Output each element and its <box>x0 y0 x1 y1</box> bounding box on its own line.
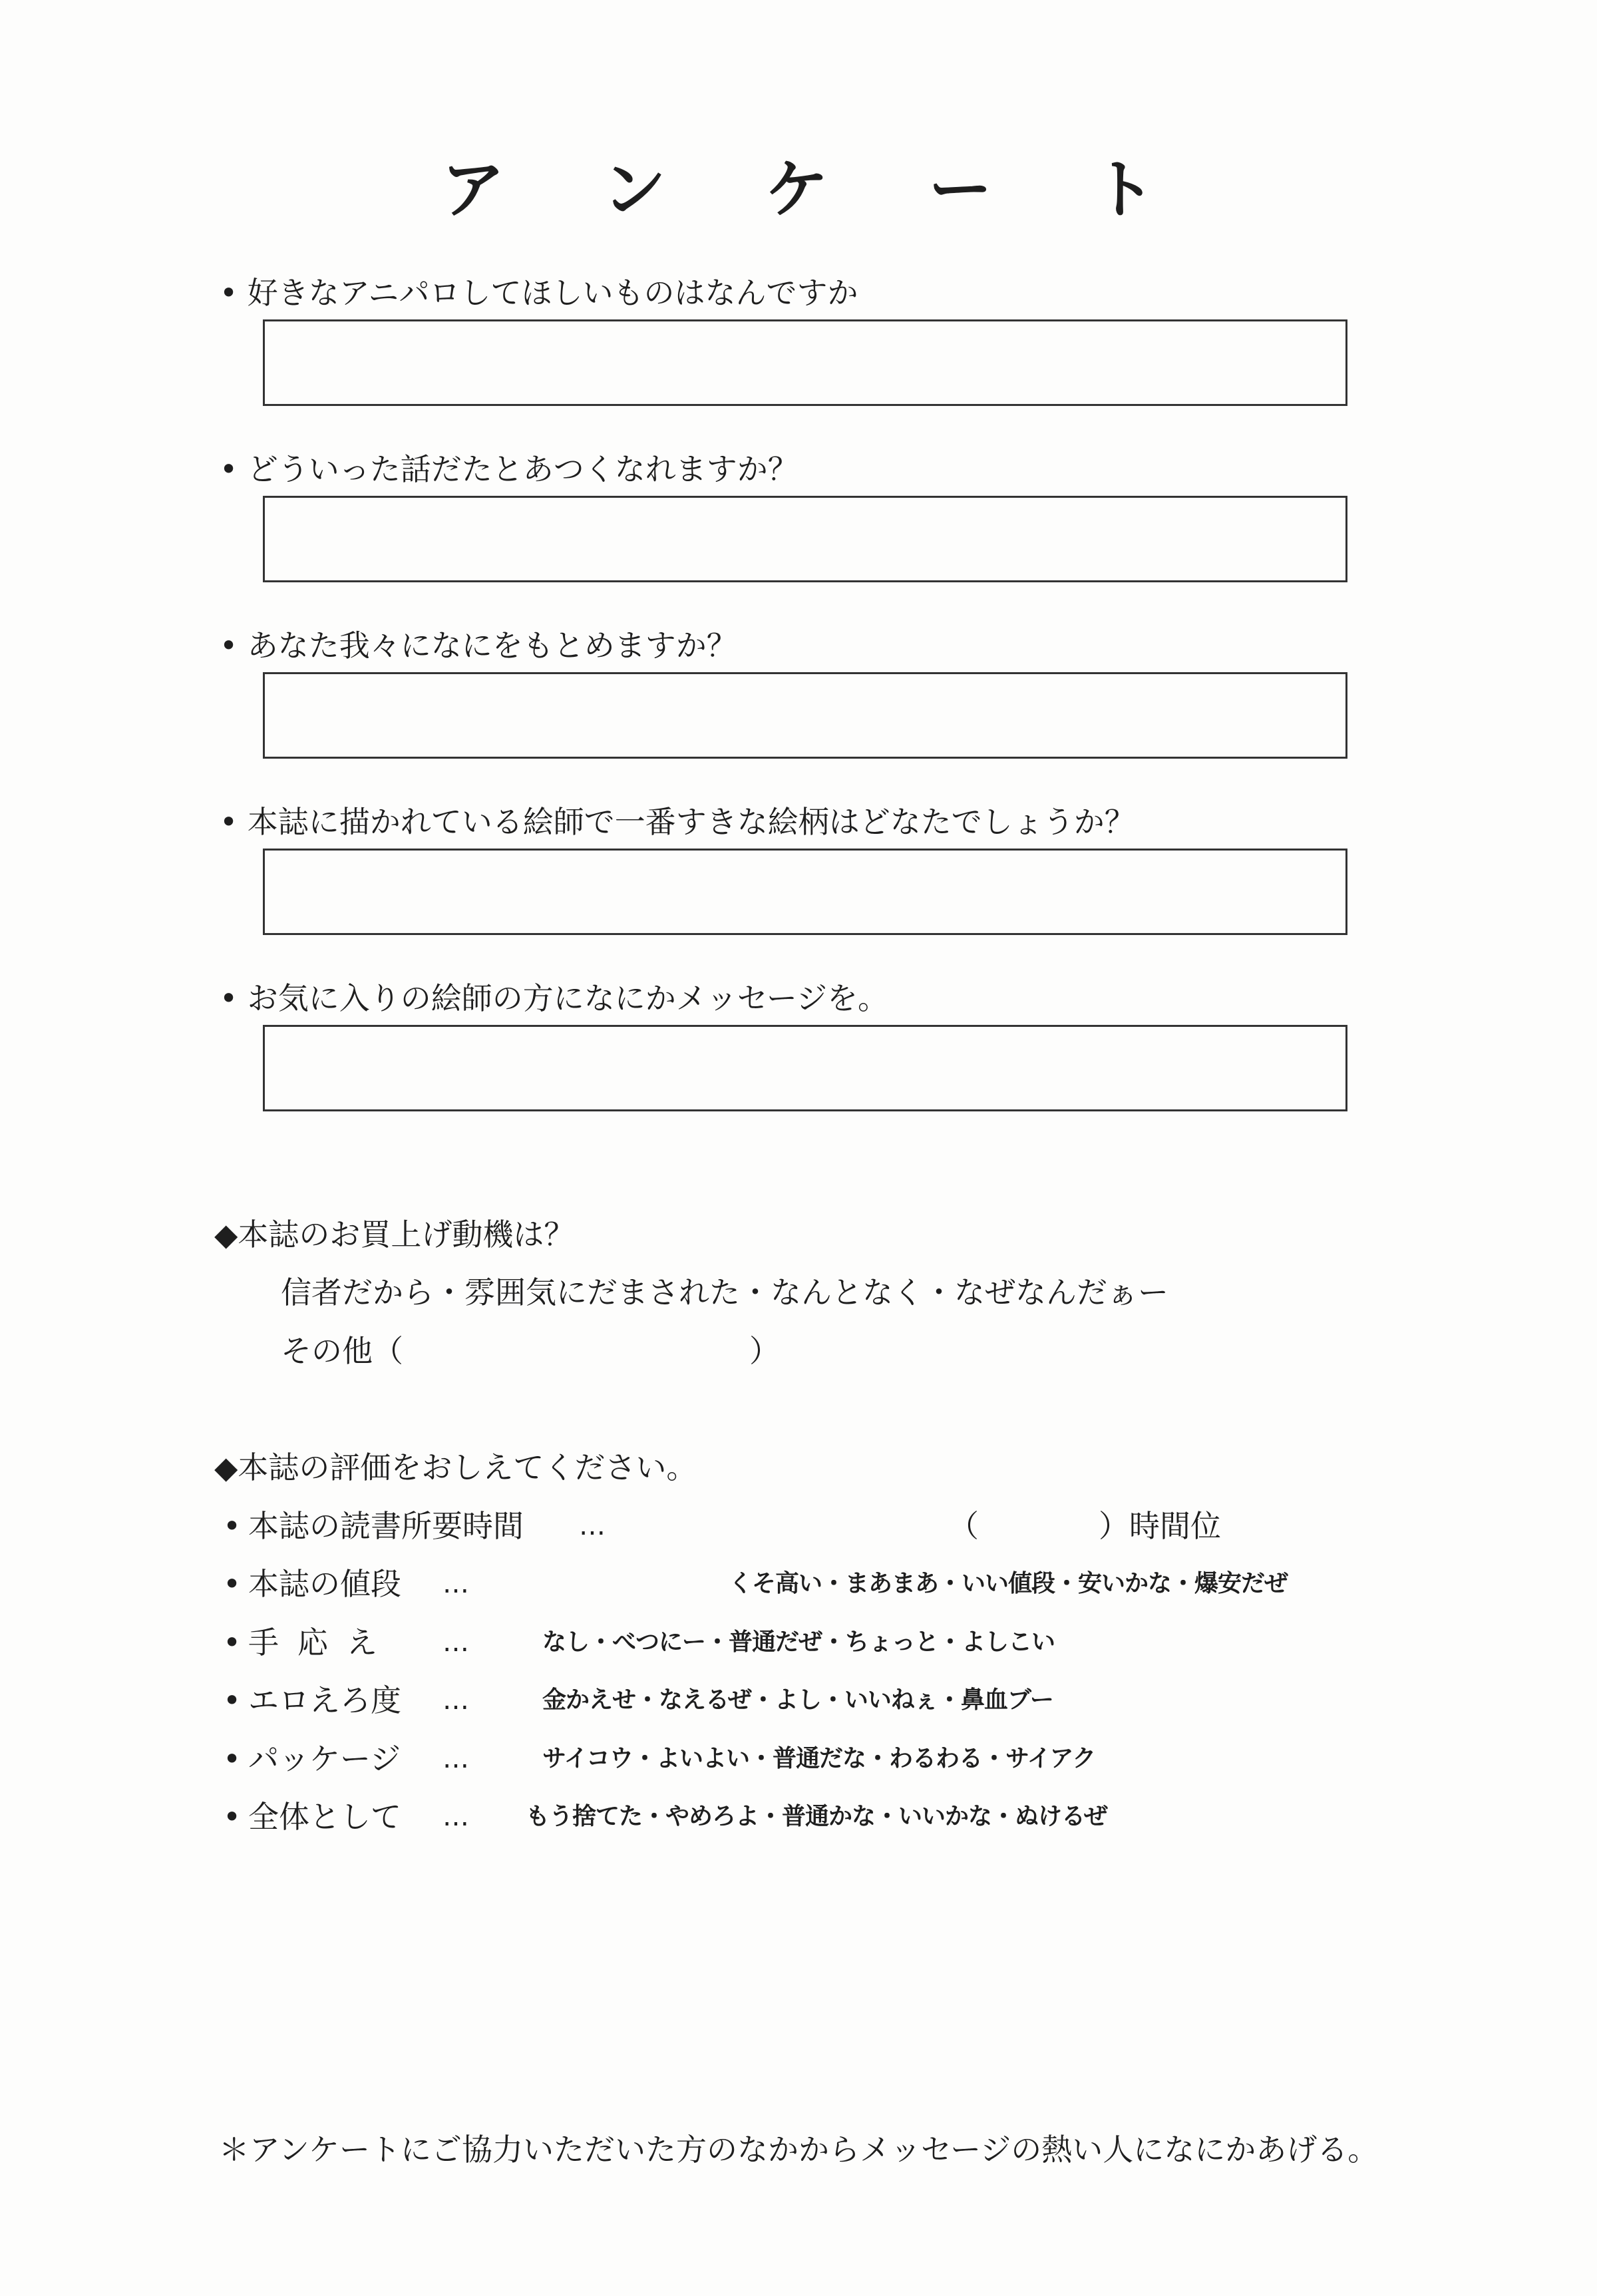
question-label: • どういった話だたとあつくなれますか？ <box>220 451 798 487</box>
eval-label: エロえろ度 <box>248 1682 401 1718</box>
motive-heading: ◆本誌のお買上げ動機は？ <box>214 1217 575 1252</box>
question-label: • 本誌に描かれている絵師で一番すきな絵柄はどなたでしょうか？ <box>220 804 1135 840</box>
eval-options[interactable]: サイコウ・よいよい・普通だな・わるわる・サイアク <box>542 1745 1096 1772</box>
question-expectations <box>220 626 1417 666</box>
eval-dots: … <box>443 1802 469 1832</box>
eval-label: 手応え <box>248 1625 396 1660</box>
eval-label: パッケージ <box>248 1741 401 1777</box>
motive-options[interactable]: 信者だから・雰囲気にだまされた・なんとなく・なぜなんだぁー <box>281 1274 1168 1310</box>
page-title: アンケート <box>441 152 1256 227</box>
eval-row-overall <box>223 1797 1107 1837</box>
answer-box[interactable] <box>263 1025 1347 1111</box>
eval-dots: … <box>443 1627 469 1658</box>
evaluation-heading: ◆本誌の評価をおしえてください。 <box>214 1449 697 1485</box>
reading-time-close: ）時間位 <box>1099 1508 1221 1544</box>
question-label: • お気に入りの絵師の方になにかメッセージを。 <box>220 980 889 1016</box>
bullet: • <box>220 451 238 487</box>
eval-label: 本誌の値段 <box>248 1566 401 1602</box>
bullet: • <box>223 1682 242 1718</box>
eval-row-erotic-level <box>223 1680 1088 1720</box>
answer-box[interactable] <box>263 672 1347 759</box>
eval-row-reading-time <box>223 1506 1221 1546</box>
eval-dots: … <box>443 1569 469 1599</box>
eval-row-response <box>223 1623 1088 1662</box>
bullet: • <box>223 1625 242 1660</box>
eval-options[interactable]: なし・べつにー・普通だぜ・ちょっと・よしこい <box>542 1628 1055 1656</box>
question-favorite-artist <box>220 802 1417 842</box>
reading-time-open: （ <box>948 1508 979 1544</box>
bullet: • <box>220 628 238 664</box>
bullet: • <box>220 980 238 1016</box>
motive-other-label: その他（ <box>281 1333 403 1369</box>
eval-label: 本誌の読書所要時間 <box>248 1508 524 1544</box>
motive-other-close: ） <box>749 1333 780 1369</box>
eval-options[interactable]: くそ高い・まあまあ・いい値段・安いかな・爆安だぜ <box>729 1570 1288 1597</box>
eval-dots: … <box>579 1511 606 1541</box>
answer-box[interactable] <box>263 849 1347 935</box>
answer-box[interactable] <box>263 496 1347 582</box>
question-label: • あなた我々になにをもとめますか？ <box>220 628 737 664</box>
bullet: • <box>223 1741 242 1777</box>
bullet: • <box>223 1566 242 1602</box>
question-label: • 好きなアニパロしてほしいものはなんですか <box>220 275 858 311</box>
bullet: • <box>220 275 238 311</box>
eval-row-price <box>223 1564 1288 1604</box>
bullet: • <box>223 1799 242 1835</box>
eval-options[interactable]: もう捨てた・やめろよ・普通かな・いいかな・ぬけるぜ <box>526 1803 1107 1830</box>
bullet: • <box>220 804 238 840</box>
eval-label: 全体として <box>248 1799 401 1835</box>
eval-row-package <box>223 1739 1096 1779</box>
question-story-type <box>220 449 1417 489</box>
bullet: • <box>223 1508 242 1544</box>
question-favorite-parody <box>220 273 1417 313</box>
motive-other <box>281 1331 780 1371</box>
footer-note: ＊アンケートにご協力いただいた方のなかからメッセージの熱い人になにかあげる。 <box>218 2132 1379 2168</box>
reading-time-field[interactable] <box>948 1506 1221 1546</box>
eval-dots: … <box>443 1685 469 1716</box>
question-artist-message <box>220 978 1417 1018</box>
answer-box[interactable] <box>263 319 1347 406</box>
eval-options[interactable]: 金かえせ・なえるぜ・よし・いいねぇ・鼻血ブー <box>542 1686 1053 1714</box>
eval-dots: … <box>443 1744 469 1774</box>
